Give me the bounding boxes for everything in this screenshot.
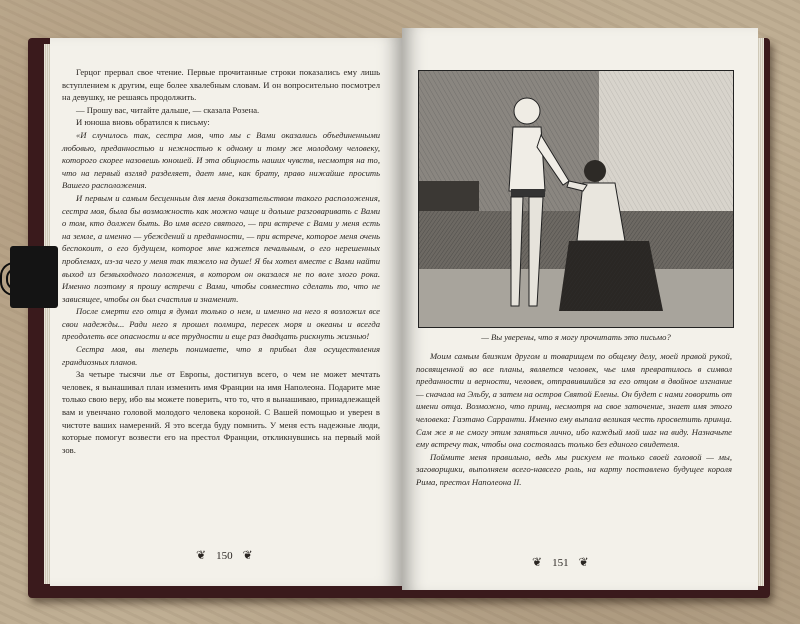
paragraph: За четыре тысячи лье от Европы, достигнув всего, о чем не может мечтать человек, я вынашивал план изменить имя Франции на имя Наполеона. Подарите мне только свою веру, ибо вы можете поверить, что то, что я вынашиваю, принадлежащей вам и увенчано головой молодого человека короной. С Вашей помощью и уверен в чистоте ваших намерений. Я это всегда буду помнить. У меня есть надежные люди, которые помогут возвести его на престол Франции, откликнувшись на первый мой зов. [62, 369, 380, 455]
paragraph: Моим самым близким другом и товарищем по общему делу, моей правой рукой, посвященной во все планы, является человек, чье имя превратилось в символ преданности и верности, человек, отправившийся за его отцом в двойное изгнание — сначала на Эльбу, а затем на остров Святой Елены. Он будет с нами говорить от имени отца. Возможно, что принц, несмотря на свое заточение, знает имя этого человека: Гаэтано Сарранти. Именно ему выпала великая честь просветить принца. Сам же я не смогу этим заняться лично, ибо каждый мой шаг на виду. Назначьте ему встречу так, чтобы она состоялась только без единого свидетеля. [416, 351, 732, 450]
page-number-151: 151 [552, 556, 569, 569]
page-number-150: 150 [216, 549, 233, 562]
table [419, 181, 479, 211]
right-page-text [416, 350, 732, 489]
paragraph: «И случилось так, сестра моя, что мы с Вами оказались объединенными любовью, преданностью и нежностью к одному и тому же молодому человеку, которого скорее назовешь юношей. И эта общность наших чувств, несмотря на то, что на первый взгляд разделяет, дает мне, как брату, право нижайше просить Вашего расположения. [62, 129, 380, 191]
left-page-number [196, 548, 253, 563]
paragraph: — Прошу вас, читайте дальше, — сказала Розена. [76, 104, 260, 115]
paragraph: Герцог прервал свое чтение. Первые прочитанные строки показались ему лишь вступлением к другим, еще более хвалебным словам. И он вопросительно посмотрел на девушку, не решаясь продолжить. [62, 67, 380, 103]
paragraph: И первым и самым бесценным для меня доказательством такого расположения, сестра моя, была бы возможность как можно чаще и дольше разговаривать с Вами о том, кто должен быть. Во имя всего святого, — при встрече с Вами у меня есть на земле, а именно — убеждений и преданности, — при встрече, которое меня очень беспокоит, о его будущем, которое мне кажется печальным, о его нерешенных проблемах, из-за чего у меня так тяжело на душе! Я бы хотел вместе с Вами найти выход из безвыходного положения, в котором он оказался не по воле злого рока. Именно поэтому я прошу встречи с Вами, чтобы совместно сделать то, что не зависящее, чтобы он был счастлив и знаменит. [62, 192, 380, 304]
engraving-illustration [418, 70, 734, 328]
left-page-text [62, 66, 380, 456]
paragraph: После смерти его отца я думал только о нем, и именно на него я возложил все свои надежды... Ради него я прошел полмира, пересек моря и океаны и всегда преодолеть все опасности и все трудности и еще раз двадцать рискнуть жизнью! [62, 306, 380, 342]
fleuron-ornament: ❦ [242, 548, 253, 562]
fleuron-ornament: ❦ [578, 555, 589, 569]
paragraph: Поймите меня правильно, ведь мы рискуем не только своей головой — мы, заговорщики, выполняем всего-навсего роль, на карту поставлено будущее короля Рима, престол Наполеона II. [416, 451, 732, 487]
paragraph: И юноша вновь обратился к письму: [76, 117, 210, 128]
fleuron-ornament: ❦ [196, 548, 207, 562]
right-page-number [532, 555, 589, 570]
fleuron-ornament: ❦ [532, 555, 543, 569]
illustration-caption: — Вы уверены, что я могу прочитать это письмо? [481, 332, 671, 342]
paragraph: Сестра моя, вы теперь понимаете, что я прибыл для осуществления грандиозных планов. [62, 344, 380, 367]
binder-clip [10, 246, 58, 308]
